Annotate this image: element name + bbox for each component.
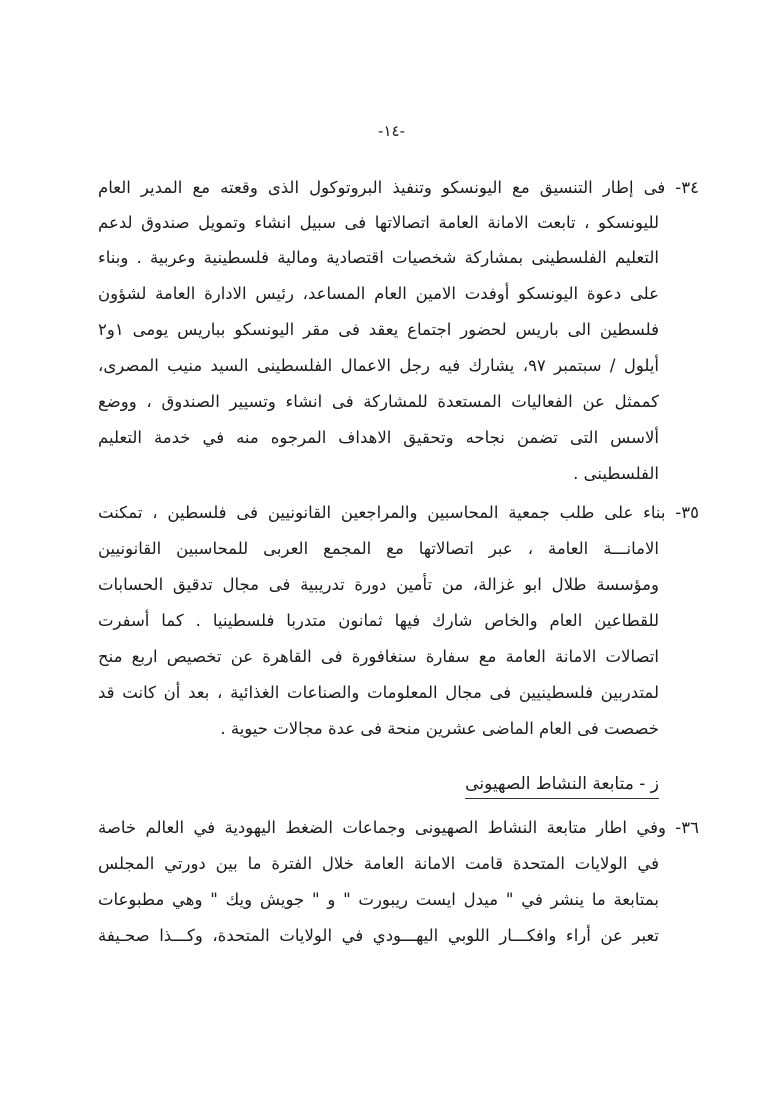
paragraph-line: اتصالات الامانة العامة مع سفارة سنغافورة فى القاهرة عن تخصيص اربع منح [98,647,659,666]
section-heading: ز - متابعة النشاط الصهيونى [465,772,659,799]
paragraph-line: الفلسطينى . [573,464,659,483]
paragraph-line: الامانـــة العامة ، عبر اتصالاتها مع المجمع العربى للمحاسبين القانونيين [98,539,659,558]
paragraph-line: في الولايات المتحدة قامت الامانة العامة خلال الفترة ما بين دورتي المجلس [98,854,659,873]
paragraph-line: ومؤسسة طلال ابو غزالة، من تأمين دورة تدريبية فى مجال تدقيق الحسابات [98,575,659,594]
paragraph-line: أيلول / سبتمبر ٩٧، يشارك فيه رجل الاعمال الفلسطينى السيد منيب المصرى، [98,356,659,375]
paragraph-line: بمتابعة ما ينشر في " ميدل ايست ريبورت " و " جويش ويك " وهي مطبوعات [98,890,659,909]
paragraph-line: ٣٦- وفي اطار متابعة النشاط الصهيونى وجماعات الضغط اليهودية في العالم خاصة [98,818,699,837]
paragraph-line: تعبر عن أراء وافكـــار اللوبي اليهـــودي في الولايات المتحدة، وكـــذا صحـيفة [98,926,659,945]
paragraph-line: لمتدربين فلسطينيين فى مجال المعلومات والصناعات الغذائية ، بعد أن كانت قد [98,683,659,702]
paragraph-line: للقطاعين العام والخاص شارك فيها ثمانون متدربا فلسطينيا . كما أسفرت [98,611,659,630]
paragraph-line: كممثل عن الفعاليات المستعدة للمشاركة فى انشاء وتسيير الصندوق ، ووضع [98,392,659,411]
paragraph-line: لليونسكو ، تابعت الامانة العامة اتصالاتها فى سبيل انشاء وتمويل صندوق لدعم [98,213,659,232]
paragraph-line: خصصت فى العام الماضى عشرين منحة فى عدة مجالات حيوية . [220,719,659,738]
paragraph-line: فلسطين الى باريس لحضور اجتماع يعقد فى مقر اليونسكو بباريس يومى ١و٢ [98,320,659,339]
paragraph-line: ٣٤- فى إطار التنسيق مع اليونسكو وتنفيذ البروتوكول الذى وقعته مع المدير العام [98,178,699,197]
paragraph-line: التعليم الفلسطينى بمشاركة شخصيات اقتصادية ومالية فلسطينية وعربية . وبناء [98,248,659,267]
paragraph-line: ٣٥- بناء على طلب جمعية المحاسبين والمراجعين القانونيين فى فلسطين ، تمكنت [98,503,699,522]
paragraph-line: على دعوة اليونسكو أوفدت الامين العام المساعد، رئيس الادارة العامة لشؤون [98,284,659,303]
paragraph-line: ألاسس التى تضمن نجاحه وتحقيق الاهداف المرجوه منه في خدمة التعليم [98,428,659,447]
page-number: -١٤- [378,122,405,140]
